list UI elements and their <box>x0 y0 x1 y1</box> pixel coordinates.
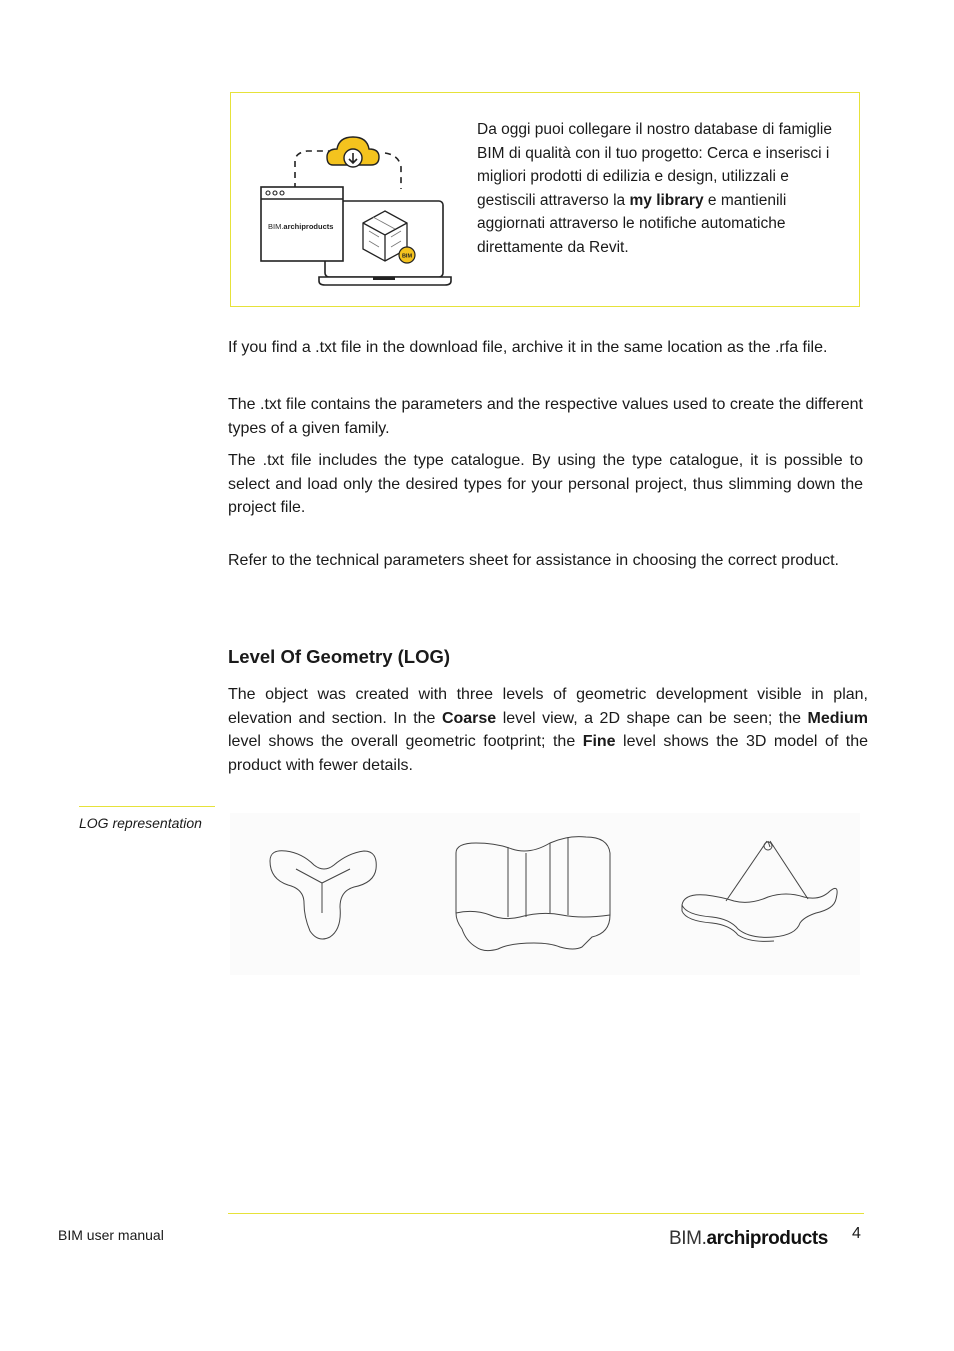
paragraph-type-catalogue: The .txt file includes the type catalogue. By using the type catalogue, it is possible to select and load only the desired types for your personal project, thus slimming down the project file. <box>228 452 863 516</box>
promo-illustration <box>257 131 457 291</box>
page-number: 4 <box>852 1225 861 1242</box>
browser-logo: BIM.archiproducts <box>268 222 334 231</box>
paragraph-log-description: The object was created with three levels of geometric development visible in plan, elevation and section. In the Coarse level view, a 2D shape can be seen; the Medium level shows the overall geometric footprint; the Fine level shows the 3D model of the product with fewer details. <box>228 686 869 774</box>
log-figure <box>230 813 860 975</box>
term-coarse: Coarse <box>441 709 497 727</box>
browser-window-icon <box>261 187 343 261</box>
term-fine: Fine <box>582 733 616 750</box>
figure-caption: LOG representation <box>79 815 202 831</box>
paragraph-technical-sheet: Refer to the technical parameters sheet for assistance in choosing the correct product. <box>228 552 839 569</box>
term-medium: Medium <box>807 709 868 727</box>
cloud-download-icon <box>327 137 379 167</box>
bim-badge-icon <box>399 247 415 263</box>
promo-my-library: my library <box>629 191 704 209</box>
paragraph-txt-contents: The .txt file contains the parameters and the respective values used to create the different types of a given family. <box>228 396 863 437</box>
log-coarse-shape <box>270 851 376 939</box>
section-heading-log: Level Of Geometry (LOG) <box>228 646 451 667</box>
promo-text: Da oggi puoi collegare il nostro database di famiglie BIM di qualità con il tuo progetto: Cerca e inserisci i migliori prodotti di edilizia e design, utilizzali e gestiscili attraverso la my library e mantienili aggiornati attraverso le notifiche automatiche direttamente da Revit. <box>477 121 832 256</box>
log-fine-shape <box>682 841 837 941</box>
paragraph-txt-archive: If you find a .txt file in the download file, archive it in the same location as the .rfa file. <box>228 339 828 356</box>
footer-title: BIM user manual <box>58 1227 164 1243</box>
log-medium-shape <box>456 837 610 951</box>
promo-box <box>230 92 860 307</box>
bim-badge-label: BIM <box>401 253 413 260</box>
footer-logo: BIM.archiproducts <box>669 1228 828 1249</box>
footer-divider <box>228 1213 864 1214</box>
caption-divider <box>79 806 215 807</box>
